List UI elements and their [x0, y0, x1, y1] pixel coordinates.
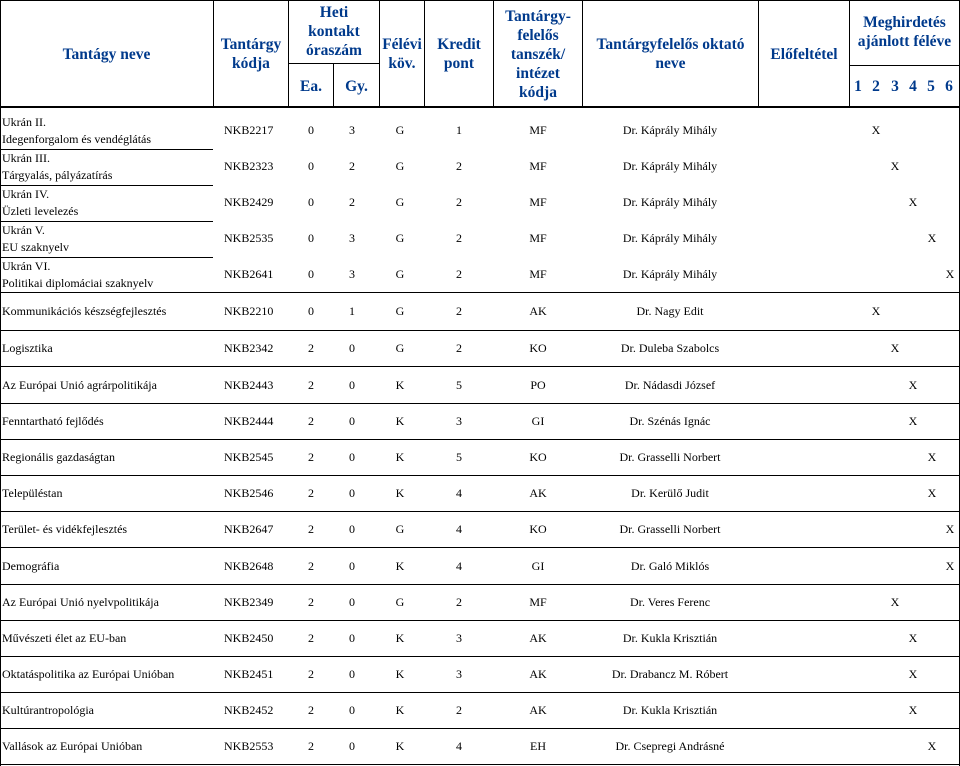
- course-code: NKB2323: [224, 159, 274, 173]
- table-row: [0, 476, 960, 512]
- course-name-line: EU szaknyelv: [2, 240, 69, 254]
- semester-mark: X: [908, 195, 918, 209]
- assessment-type: K: [395, 739, 405, 753]
- course-name: [2, 522, 127, 537]
- practice-hours: 0: [349, 667, 355, 681]
- lecture-hours: 2: [308, 667, 314, 681]
- header-gy: Gy.: [345, 77, 368, 95]
- practice-hours: 0: [349, 595, 355, 609]
- department-code: GI: [531, 414, 545, 428]
- instructor-name: Dr. Káprály Mihály: [622, 159, 718, 173]
- name-divider: [0, 221, 213, 222]
- assessment-type: G: [395, 341, 405, 355]
- name-divider: [0, 149, 213, 150]
- credits: 2: [456, 341, 462, 355]
- course-code: NKB2451: [224, 667, 274, 681]
- course-code: NKB2349: [224, 595, 274, 609]
- semester-mark: X: [945, 522, 955, 536]
- lecture-hours: 0: [308, 231, 314, 245]
- course-name-line: Településtan: [2, 486, 63, 500]
- department-code: MF: [529, 195, 547, 209]
- instructor-name: Dr. Galó Miklós: [630, 558, 710, 573]
- table-row: [0, 693, 960, 729]
- course-name-line: Oktatáspolitika az Európai Unióban: [2, 667, 175, 681]
- course-name-line: Ukrán VI.: [2, 259, 51, 273]
- course-name: [2, 450, 115, 465]
- course-name-line: Ukrán IV.: [2, 187, 50, 201]
- practice-hours: 1: [349, 304, 355, 318]
- instructor-name: Dr. Veres Ferenc: [629, 595, 711, 609]
- course-name-line: Tárgyalás, pályázatírás: [2, 168, 113, 182]
- lecture-hours: 2: [308, 739, 314, 753]
- table-row: [0, 404, 960, 440]
- course-code: NKB2342: [224, 341, 274, 355]
- semester-mark: X: [945, 267, 955, 281]
- lecture-hours: 2: [308, 703, 314, 717]
- credits: 2: [456, 195, 462, 209]
- semester-label: 6: [945, 77, 953, 95]
- department-code: KO: [529, 341, 547, 355]
- credits: 3: [456, 414, 462, 428]
- table-left-border: [0, 108, 1, 766]
- course-name: [2, 304, 166, 319]
- semester-mark: X: [908, 667, 918, 681]
- semester-mark: X: [890, 595, 900, 609]
- course-code: NKB2452: [224, 703, 274, 717]
- course-name-line: Ukrán III.: [2, 151, 50, 165]
- table-row: [0, 621, 960, 657]
- table-row: [0, 257, 960, 293]
- course-code: NKB2535: [224, 231, 274, 245]
- header-code: Tantárgy kódja: [220, 36, 282, 72]
- lecture-hours: 2: [308, 377, 314, 392]
- practice-hours: 2: [349, 195, 355, 209]
- course-name-line: Logisztika: [2, 341, 53, 355]
- practice-hours: 0: [349, 377, 355, 392]
- credits: 2: [456, 703, 462, 717]
- practice-hours: 3: [349, 231, 355, 245]
- practice-hours: 0: [349, 341, 355, 355]
- lecture-hours: 0: [308, 267, 314, 281]
- practice-hours: 0: [349, 486, 355, 500]
- instructor-name: Dr. Káprály Mihály: [622, 231, 718, 245]
- header-oktato: Tantárgyfelelős oktató neve: [596, 36, 745, 72]
- header-top-border: [0, 0, 960, 1]
- table-row: [0, 113, 960, 149]
- table-row: [0, 221, 960, 257]
- header-divider: [849, 0, 850, 108]
- course-code: NKB2444: [224, 414, 274, 428]
- course-name-line: Fenntartható fejlődés: [2, 414, 104, 428]
- table-row: [0, 293, 960, 331]
- assessment-type: K: [395, 414, 405, 428]
- semester-mark: X: [908, 631, 918, 645]
- semester-mark: X: [890, 159, 900, 173]
- table-row: [0, 585, 960, 621]
- course-code: NKB2641: [224, 267, 274, 281]
- instructor-name: Dr. Nádasdi József: [624, 377, 716, 392]
- course-name: [2, 595, 159, 610]
- header-tanszek: Tantárgy- felelős tanszék/ intézet kódja: [505, 7, 571, 101]
- course-name-line: Az Európai Unió nyelvpolitikája: [2, 595, 159, 609]
- department-code: AK: [529, 631, 547, 645]
- course-name: [2, 631, 126, 646]
- lecture-hours: 2: [308, 522, 314, 536]
- course-name-line: Vallások az Európai Unióban: [2, 739, 143, 753]
- course-name: [2, 114, 151, 148]
- header-subdivider: [288, 63, 379, 64]
- assessment-type: G: [395, 231, 405, 245]
- lecture-hours: 0: [308, 123, 314, 137]
- assessment-type: G: [395, 304, 405, 318]
- instructor-name: Dr. Káprály Mihály: [622, 123, 718, 137]
- department-code: MF: [529, 123, 547, 137]
- assessment-type: G: [395, 267, 405, 281]
- table-row: [0, 657, 960, 693]
- lecture-hours: 2: [308, 631, 314, 645]
- department-code: AK: [529, 703, 547, 717]
- instructor-name: Dr. Grasselli Norbert: [619, 522, 721, 536]
- header-elofeltetel: Előfeltétel: [770, 45, 838, 63]
- credits: 1: [456, 123, 462, 137]
- course-name: [2, 739, 142, 754]
- credits: 2: [456, 304, 462, 318]
- department-code: AK: [529, 304, 547, 318]
- table-row: [0, 149, 960, 185]
- practice-hours: 0: [349, 522, 355, 536]
- credits: 4: [456, 739, 462, 753]
- table-row: [0, 548, 960, 585]
- department-code: MF: [529, 231, 547, 245]
- course-code: NKB2217: [224, 123, 274, 137]
- table-row: [0, 185, 960, 221]
- department-code: AK: [529, 486, 547, 500]
- department-code: MF: [529, 267, 547, 281]
- semester-mark: X: [945, 558, 955, 573]
- lecture-hours: 0: [308, 159, 314, 173]
- assessment-type: K: [395, 486, 405, 500]
- course-name: [2, 150, 112, 184]
- credits: 4: [456, 558, 462, 573]
- course-name-line: Üzleti levelezés: [2, 204, 79, 218]
- department-code: KO: [529, 450, 547, 464]
- course-name-line: Regionális gazdaságtan: [2, 450, 115, 464]
- course-name-line: Demográfia: [2, 558, 60, 573]
- course-code: NKB2648: [224, 558, 274, 573]
- lecture-hours: 2: [308, 341, 314, 355]
- department-code: PO: [530, 377, 546, 392]
- practice-hours: 3: [349, 267, 355, 281]
- table-row: [0, 331, 960, 367]
- header-ea: Ea.: [300, 77, 322, 95]
- assessment-type: K: [395, 703, 405, 717]
- instructor-name: Dr. Kukla Krisztián: [622, 631, 718, 645]
- department-code: KO: [529, 522, 547, 536]
- department-code: AK: [529, 667, 547, 681]
- header-kredit: Kredit pont: [437, 36, 481, 72]
- instructor-name: Dr. Nagy Edit: [636, 304, 704, 318]
- instructor-name: Dr. Drabancz M. Róbert: [611, 667, 729, 681]
- course-name-line: Kommunikációs készségfejlesztés: [2, 304, 167, 318]
- credits: 5: [456, 377, 462, 392]
- instructor-name: Dr. Kerülő Judit: [631, 486, 709, 500]
- practice-hours: 0: [349, 558, 355, 573]
- practice-hours: 0: [349, 450, 355, 464]
- semester-mark: X: [927, 231, 937, 245]
- assessment-type: G: [395, 195, 405, 209]
- course-name-line: Ukrán II.: [2, 115, 46, 129]
- course-name: [2, 258, 153, 292]
- course-name: [2, 667, 174, 682]
- course-code: NKB2553: [224, 739, 274, 753]
- credits: 3: [456, 667, 462, 681]
- semester-mark: X: [908, 703, 918, 717]
- table-row: [0, 729, 960, 765]
- instructor-name: Dr. Kukla Krisztián: [622, 703, 718, 717]
- header-divider: [213, 0, 214, 108]
- course-name-line: Kultúrantropológia: [2, 703, 94, 717]
- instructor-name: Dr. Káprály Mihály: [622, 195, 718, 209]
- credits: 2: [456, 595, 462, 609]
- course-name-line: Ukrán V.: [2, 223, 45, 237]
- credits: 4: [456, 486, 462, 500]
- semester-mark: X: [927, 739, 937, 753]
- assessment-type: K: [395, 558, 405, 573]
- course-name: [2, 559, 59, 574]
- course-name-line: Terület- és vidékfejlesztés: [2, 522, 128, 536]
- practice-hours: 0: [349, 631, 355, 645]
- course-name: [2, 378, 157, 393]
- course-name-line: Politikai diplomáciai szaknyelv: [2, 276, 154, 290]
- instructor-name: Dr. Szénás Ignác: [629, 414, 711, 428]
- semester-label: 2: [872, 77, 880, 95]
- practice-hours: 0: [349, 739, 355, 753]
- assessment-type: G: [395, 522, 405, 536]
- course-code: NKB2545: [224, 450, 274, 464]
- instructor-name: Dr. Duleba Szabolcs: [620, 341, 720, 355]
- header-divider: [493, 0, 494, 108]
- header-divider: [288, 0, 289, 108]
- lecture-hours: 2: [308, 414, 314, 428]
- lecture-hours: 2: [308, 558, 314, 573]
- header-divider: [333, 63, 334, 108]
- semester-label: 5: [927, 77, 935, 95]
- course-name-line: Művészeti élet az EU-ban: [2, 631, 127, 645]
- course-name: [2, 222, 69, 256]
- department-code: MF: [529, 595, 547, 609]
- semester-mark: X: [890, 341, 900, 355]
- semester-label: 1: [854, 77, 862, 95]
- header-divider: [582, 0, 583, 108]
- course-name: [2, 341, 53, 356]
- semester-label: 3: [891, 77, 899, 95]
- semester-label: 4: [909, 77, 917, 95]
- course-code: NKB2647: [224, 522, 274, 536]
- course-name: [2, 486, 62, 501]
- department-code: GI: [531, 558, 545, 573]
- semester-mark: X: [927, 450, 937, 464]
- name-divider: [0, 257, 213, 258]
- course-code: NKB2450: [224, 631, 274, 645]
- assessment-type: G: [395, 595, 405, 609]
- semester-mark: X: [871, 304, 881, 318]
- lecture-hours: 0: [308, 195, 314, 209]
- table-row: [0, 440, 960, 476]
- name-divider: [0, 185, 213, 186]
- semester-mark: X: [908, 414, 918, 428]
- course-name: [2, 703, 94, 718]
- header-divider: [424, 0, 425, 108]
- assessment-type: G: [395, 159, 405, 173]
- lecture-hours: 2: [308, 595, 314, 609]
- lecture-hours: 0: [308, 304, 314, 318]
- table-left-border: [0, 0, 1, 108]
- course-name-line: Idegenforgalom és vendéglátás: [2, 132, 152, 146]
- course-name: [2, 186, 78, 220]
- course-code: NKB2546: [224, 486, 274, 500]
- course-name: [2, 414, 104, 429]
- course-code: NKB2429: [224, 195, 274, 209]
- practice-hours: 2: [349, 159, 355, 173]
- semester-labels: [850, 66, 959, 106]
- instructor-name: Dr. Grasselli Norbert: [619, 450, 721, 464]
- header-divider: [758, 0, 759, 108]
- header-hours: Heti kontakt óraszám: [306, 3, 362, 59]
- semester-mark: X: [871, 123, 881, 137]
- instructor-name: Dr. Káprály Mihály: [622, 267, 718, 281]
- credits: 5: [456, 450, 462, 464]
- practice-hours: 3: [349, 123, 355, 137]
- credits: 4: [456, 522, 462, 536]
- instructor-name: Dr. Csepregi Andrásné: [615, 739, 725, 753]
- course-code: NKB2210: [224, 304, 274, 318]
- department-code: EH: [530, 739, 546, 753]
- lecture-hours: 2: [308, 486, 314, 500]
- header-divider: [379, 0, 380, 108]
- assessment-type: K: [395, 377, 405, 392]
- row-divider: [0, 764, 960, 765]
- header-subdivider: [849, 65, 960, 66]
- assessment-type: K: [395, 450, 405, 464]
- practice-hours: 0: [349, 414, 355, 428]
- semester-mark: X: [908, 377, 918, 392]
- header-name: Tantágy neve: [62, 45, 151, 63]
- header-meghirdetes: Meghirdetés ajánlott féléve: [857, 14, 952, 50]
- credits: 2: [456, 267, 462, 281]
- header-felevi: Félévi köv.: [382, 36, 422, 72]
- credits: 3: [456, 631, 462, 645]
- course-name-line: Az Európai Unió agrárpolitikája: [2, 377, 157, 392]
- course-code: NKB2443: [224, 377, 274, 392]
- credits: 2: [456, 231, 462, 245]
- semester-mark: X: [927, 486, 937, 500]
- table-row: [0, 512, 960, 548]
- table-row: [0, 367, 960, 404]
- credits: 2: [456, 159, 462, 173]
- table-header: [0, 0, 960, 108]
- lecture-hours: 2: [308, 450, 314, 464]
- department-code: MF: [529, 159, 547, 173]
- practice-hours: 0: [349, 703, 355, 717]
- assessment-type: K: [395, 631, 405, 645]
- assessment-type: K: [395, 667, 405, 681]
- assessment-type: G: [395, 123, 405, 137]
